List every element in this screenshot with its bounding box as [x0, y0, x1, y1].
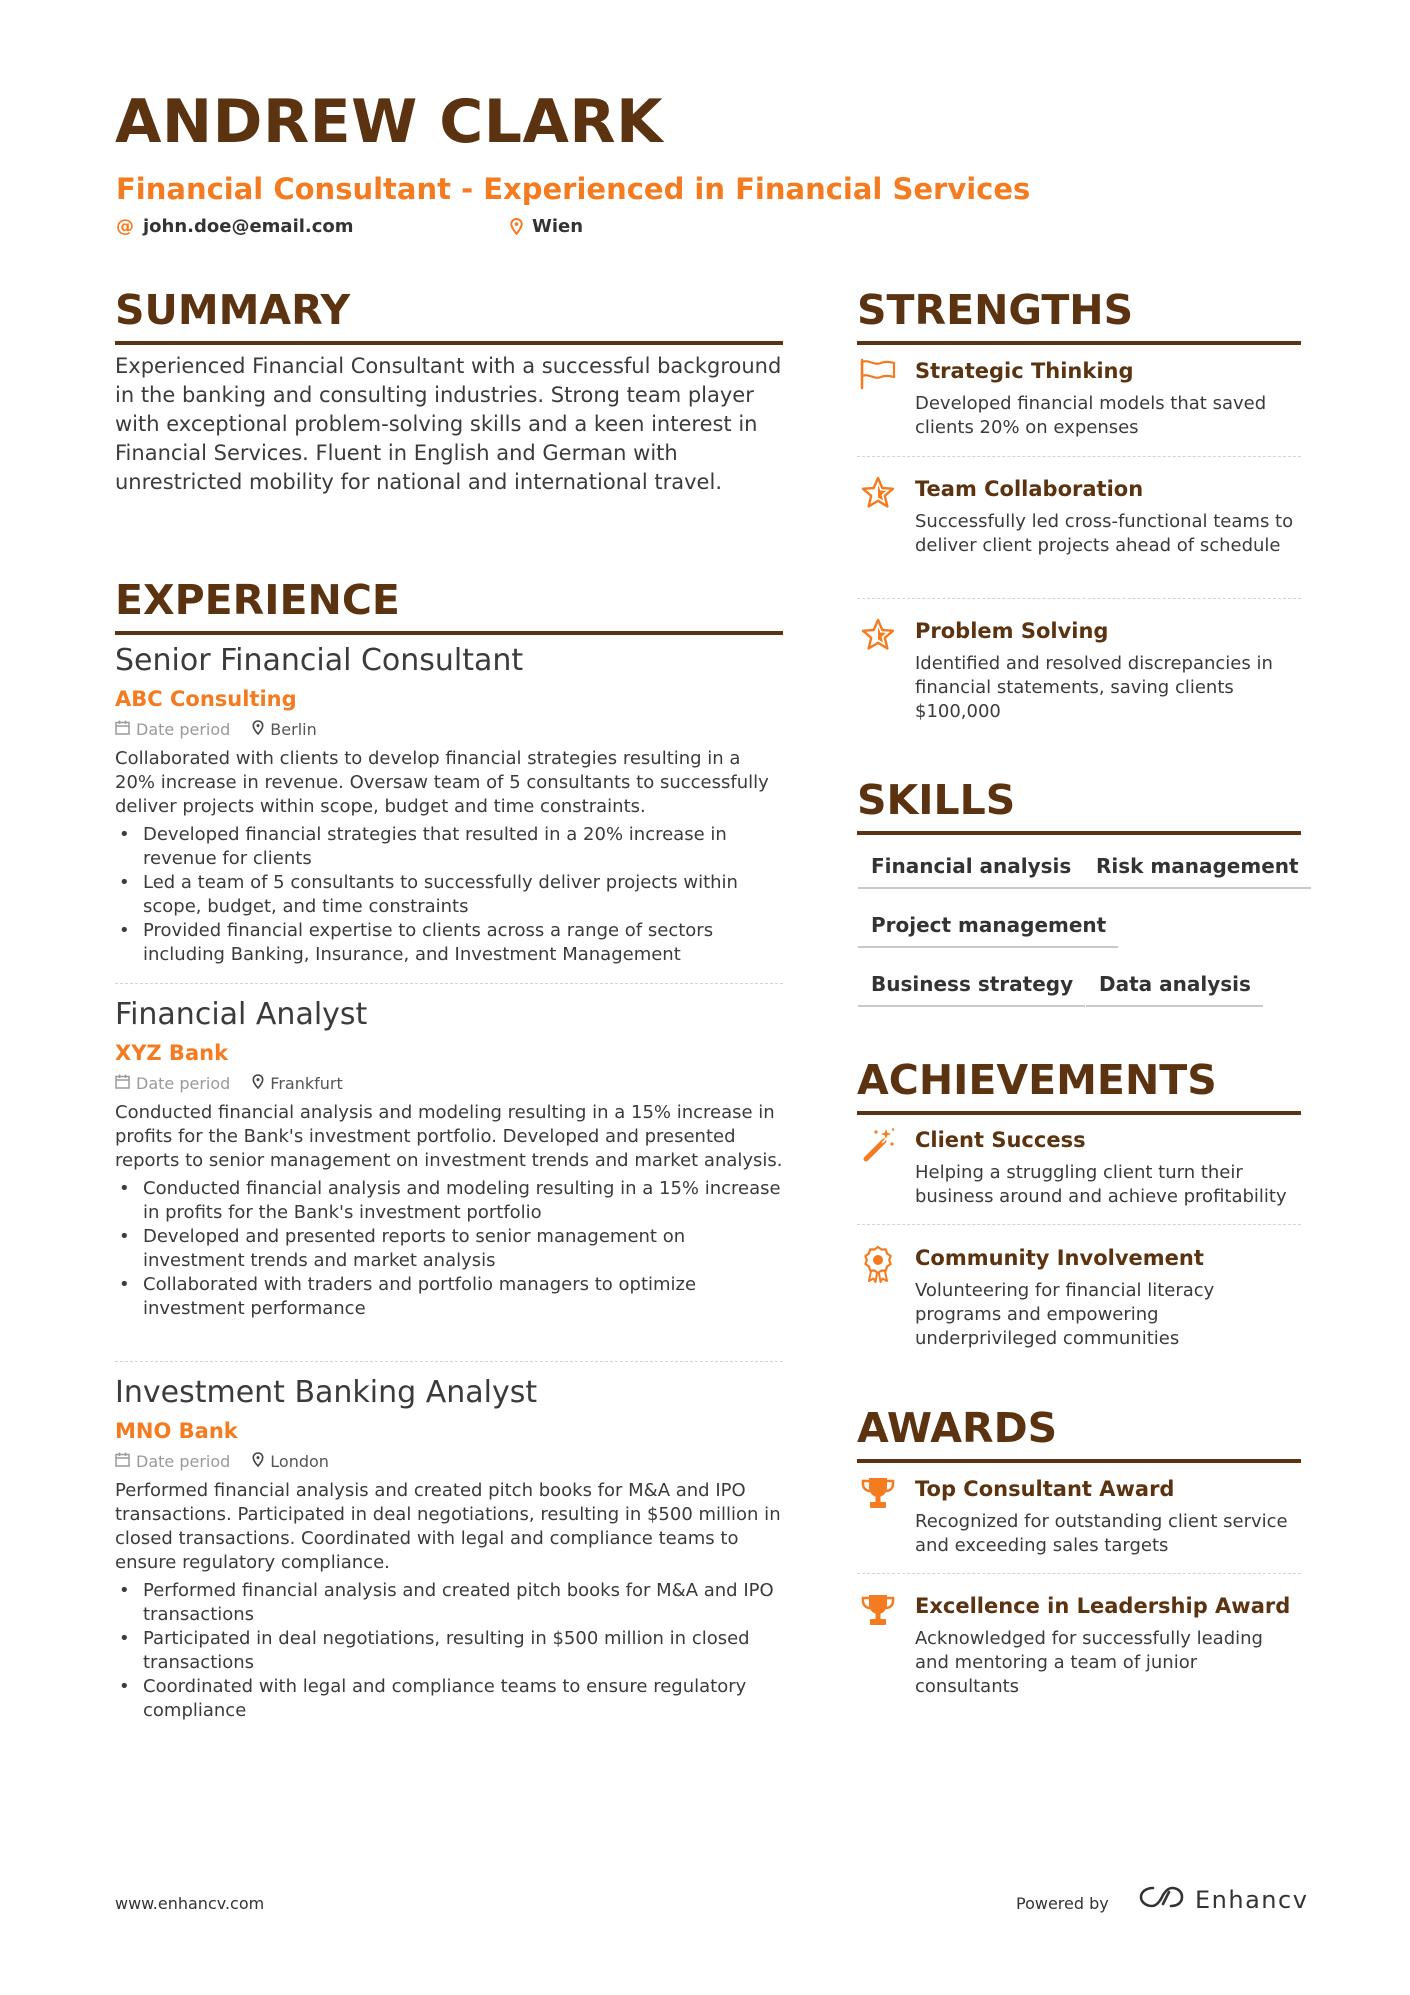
candidate-name: ANDREW CLARK	[115, 87, 664, 157]
strength-desc: Identified and resolved discrepancies in financial statements, saving clients $100,000	[915, 653, 1273, 722]
job-title: Senior Financial Consultant	[115, 643, 524, 678]
strength-title: Strategic Thinking	[915, 359, 1134, 383]
bullet-item: • Participated in deal negotiations, resulting in $500 million in closed transactions	[115, 1627, 783, 1675]
strength-title: Problem Solving	[915, 619, 1109, 643]
strengths-heading: STRENGTHS	[857, 290, 1301, 345]
achievement-title: Community Involvement	[915, 1246, 1204, 1270]
job-title: Financial Analyst	[115, 997, 368, 1032]
location-pin-icon	[252, 1073, 264, 1095]
award-title: Top Consultant Award	[915, 1477, 1175, 1501]
magic-wand-icon	[857, 1125, 899, 1167]
calendar-icon	[115, 1073, 130, 1095]
job-meta	[115, 1073, 783, 1095]
skill-tag: Business strategy	[858, 971, 1085, 1007]
bullet-item: • Conducted financial analysis and modeling resulting in a 15% increase in profits for the Bank's investment portfolio	[115, 1177, 783, 1225]
divider	[857, 1573, 1301, 1574]
bullet-item: • Developed financial strategies that resulted in a 20% increase in revenue for clients	[115, 823, 783, 871]
strength-item	[857, 356, 1301, 440]
trophy-icon	[857, 1474, 899, 1516]
job-entry	[115, 1375, 783, 1723]
job-meta	[115, 1451, 783, 1473]
trophy-icon	[857, 1591, 899, 1633]
company-name: MNO Bank	[115, 1419, 238, 1443]
enhancv-logo-icon	[1137, 1884, 1185, 1916]
achievement-item	[857, 1243, 1301, 1351]
strength-desc: Successfully led cross-functional teams to deliver client projects ahead of schedule	[915, 511, 1294, 556]
achievement-desc: Volunteering for financial literacy programs and empowering underprivileged communities	[915, 1280, 1215, 1349]
bullet-item: • Developed and presented reports to senior management on investment trends and market analysis	[115, 1225, 783, 1273]
award-item	[857, 1474, 1301, 1558]
divider	[115, 1361, 783, 1362]
divider	[857, 598, 1301, 599]
job-location: Frankfurt	[252, 1073, 342, 1095]
strength-title: Team Collaboration	[915, 477, 1144, 501]
at-icon: @	[116, 216, 134, 237]
summary-heading: SUMMARY	[115, 290, 783, 345]
job-date: Date period	[115, 719, 230, 741]
contact-email[interactable]	[116, 216, 354, 237]
strength-item	[857, 474, 1301, 558]
flag-icon	[857, 356, 899, 398]
footer-website-link[interactable]: www.enhancv.com	[115, 1894, 265, 1913]
skill-tag: Project management	[858, 912, 1118, 948]
skill-tag: Data analysis	[1086, 971, 1263, 1007]
contact-location	[510, 216, 583, 237]
email-text: john.doe@email.com	[143, 216, 354, 237]
award-desc: Recognized for outstanding client service and exceeding sales targets	[915, 1511, 1288, 1556]
job-bullets	[115, 1177, 783, 1321]
job-bullets	[115, 1579, 783, 1723]
job-entry	[115, 643, 783, 967]
bullet-item: • Collaborated with traders and portfolio managers to optimize investment performance	[115, 1273, 783, 1321]
job-entry	[115, 997, 783, 1321]
job-location: Berlin	[252, 719, 316, 741]
star-icon	[857, 474, 899, 516]
job-description: Conducted financial analysis and modeling resulting in a 15% increase in profits for the Bank's investment portfolio. Developed and presented reports to senior management on investment trends and market analysis.	[115, 1102, 783, 1171]
skill-tag: Financial analysis	[858, 853, 1083, 889]
company-name: XYZ Bank	[115, 1041, 229, 1065]
bullet-item: • Provided financial expertise to clients across a range of sectors including Banking, Insurance, and Investment Management	[115, 919, 783, 967]
awards-heading: AWARDS	[857, 1408, 1301, 1463]
divider	[857, 1224, 1301, 1225]
skills-heading: SKILLS	[857, 780, 1301, 835]
calendar-icon	[115, 1451, 130, 1473]
summary-text: Experienced Financial Consultant with a successful background in the banking and consulting industries. Strong team player with exceptional problem-solving skills and a keen interest in Financial Services. Fluent in English and German with unrestricted mobility for national and international travel.	[115, 354, 782, 494]
award-item	[857, 1591, 1301, 1699]
divider	[115, 983, 783, 984]
experience-heading: EXPERIENCE	[115, 580, 783, 635]
company-name: ABC Consulting	[115, 687, 297, 711]
strength-item	[857, 616, 1301, 724]
job-bullets	[115, 823, 783, 967]
divider	[857, 456, 1301, 457]
skill-tag: Risk management	[1083, 853, 1311, 889]
job-meta	[115, 719, 783, 741]
bullet-item: • Coordinated with legal and compliance teams to ensure regulatory compliance	[115, 1675, 783, 1723]
job-date: Date period	[115, 1073, 230, 1095]
location-pin-icon	[252, 719, 264, 741]
job-title: Investment Banking Analyst	[115, 1375, 538, 1410]
location-pin-icon	[510, 218, 523, 235]
award-title: Excellence in Leadership Award	[915, 1594, 1291, 1618]
bullet-item: • Performed financial analysis and created pitch books for M&A and IPO transactions	[115, 1579, 783, 1627]
calendar-icon	[115, 719, 130, 741]
location-text: Wien	[532, 216, 584, 237]
job-description: Collaborated with clients to develop financial strategies resulting in a 20% increase in revenue. Oversaw team of 5 consultants to successfully deliver projects within scope, budget and time constraints.	[115, 748, 769, 817]
enhancv-logo[interactable]	[1137, 1884, 1308, 1916]
powered-by-label: Powered by	[1016, 1894, 1109, 1913]
candidate-headline: Financial Consultant - Experienced in Financial Services	[116, 172, 1031, 206]
bullet-item: • Led a team of 5 consultants to successfully deliver projects within scope, budget, and time constraints	[115, 871, 783, 919]
achievements-heading: ACHIEVEMENTS	[857, 1060, 1301, 1115]
star-icon	[857, 616, 899, 658]
job-location: London	[252, 1451, 329, 1473]
achievement-title: Client Success	[915, 1128, 1086, 1152]
job-description: Performed financial analysis and created pitch books for M&A and IPO transactions. Participated in deal negotiations, resulting in $500 million in closed transactions. Coordinated with legal and compliance teams to ensure regulatory compliance.	[115, 1480, 781, 1573]
achievement-item	[857, 1125, 1301, 1209]
achievement-desc: Helping a struggling client turn their business around and achieve profitability	[915, 1162, 1287, 1207]
location-pin-icon	[252, 1451, 264, 1473]
job-date: Date period	[115, 1451, 230, 1473]
award-desc: Acknowledged for successfully leading and mentoring a team of junior consultants	[915, 1628, 1263, 1697]
award-ribbon-icon	[857, 1243, 899, 1285]
strength-desc: Developed financial models that saved clients 20% on expenses	[915, 393, 1267, 438]
enhancv-logo-text: Enhancv	[1195, 1886, 1309, 1914]
